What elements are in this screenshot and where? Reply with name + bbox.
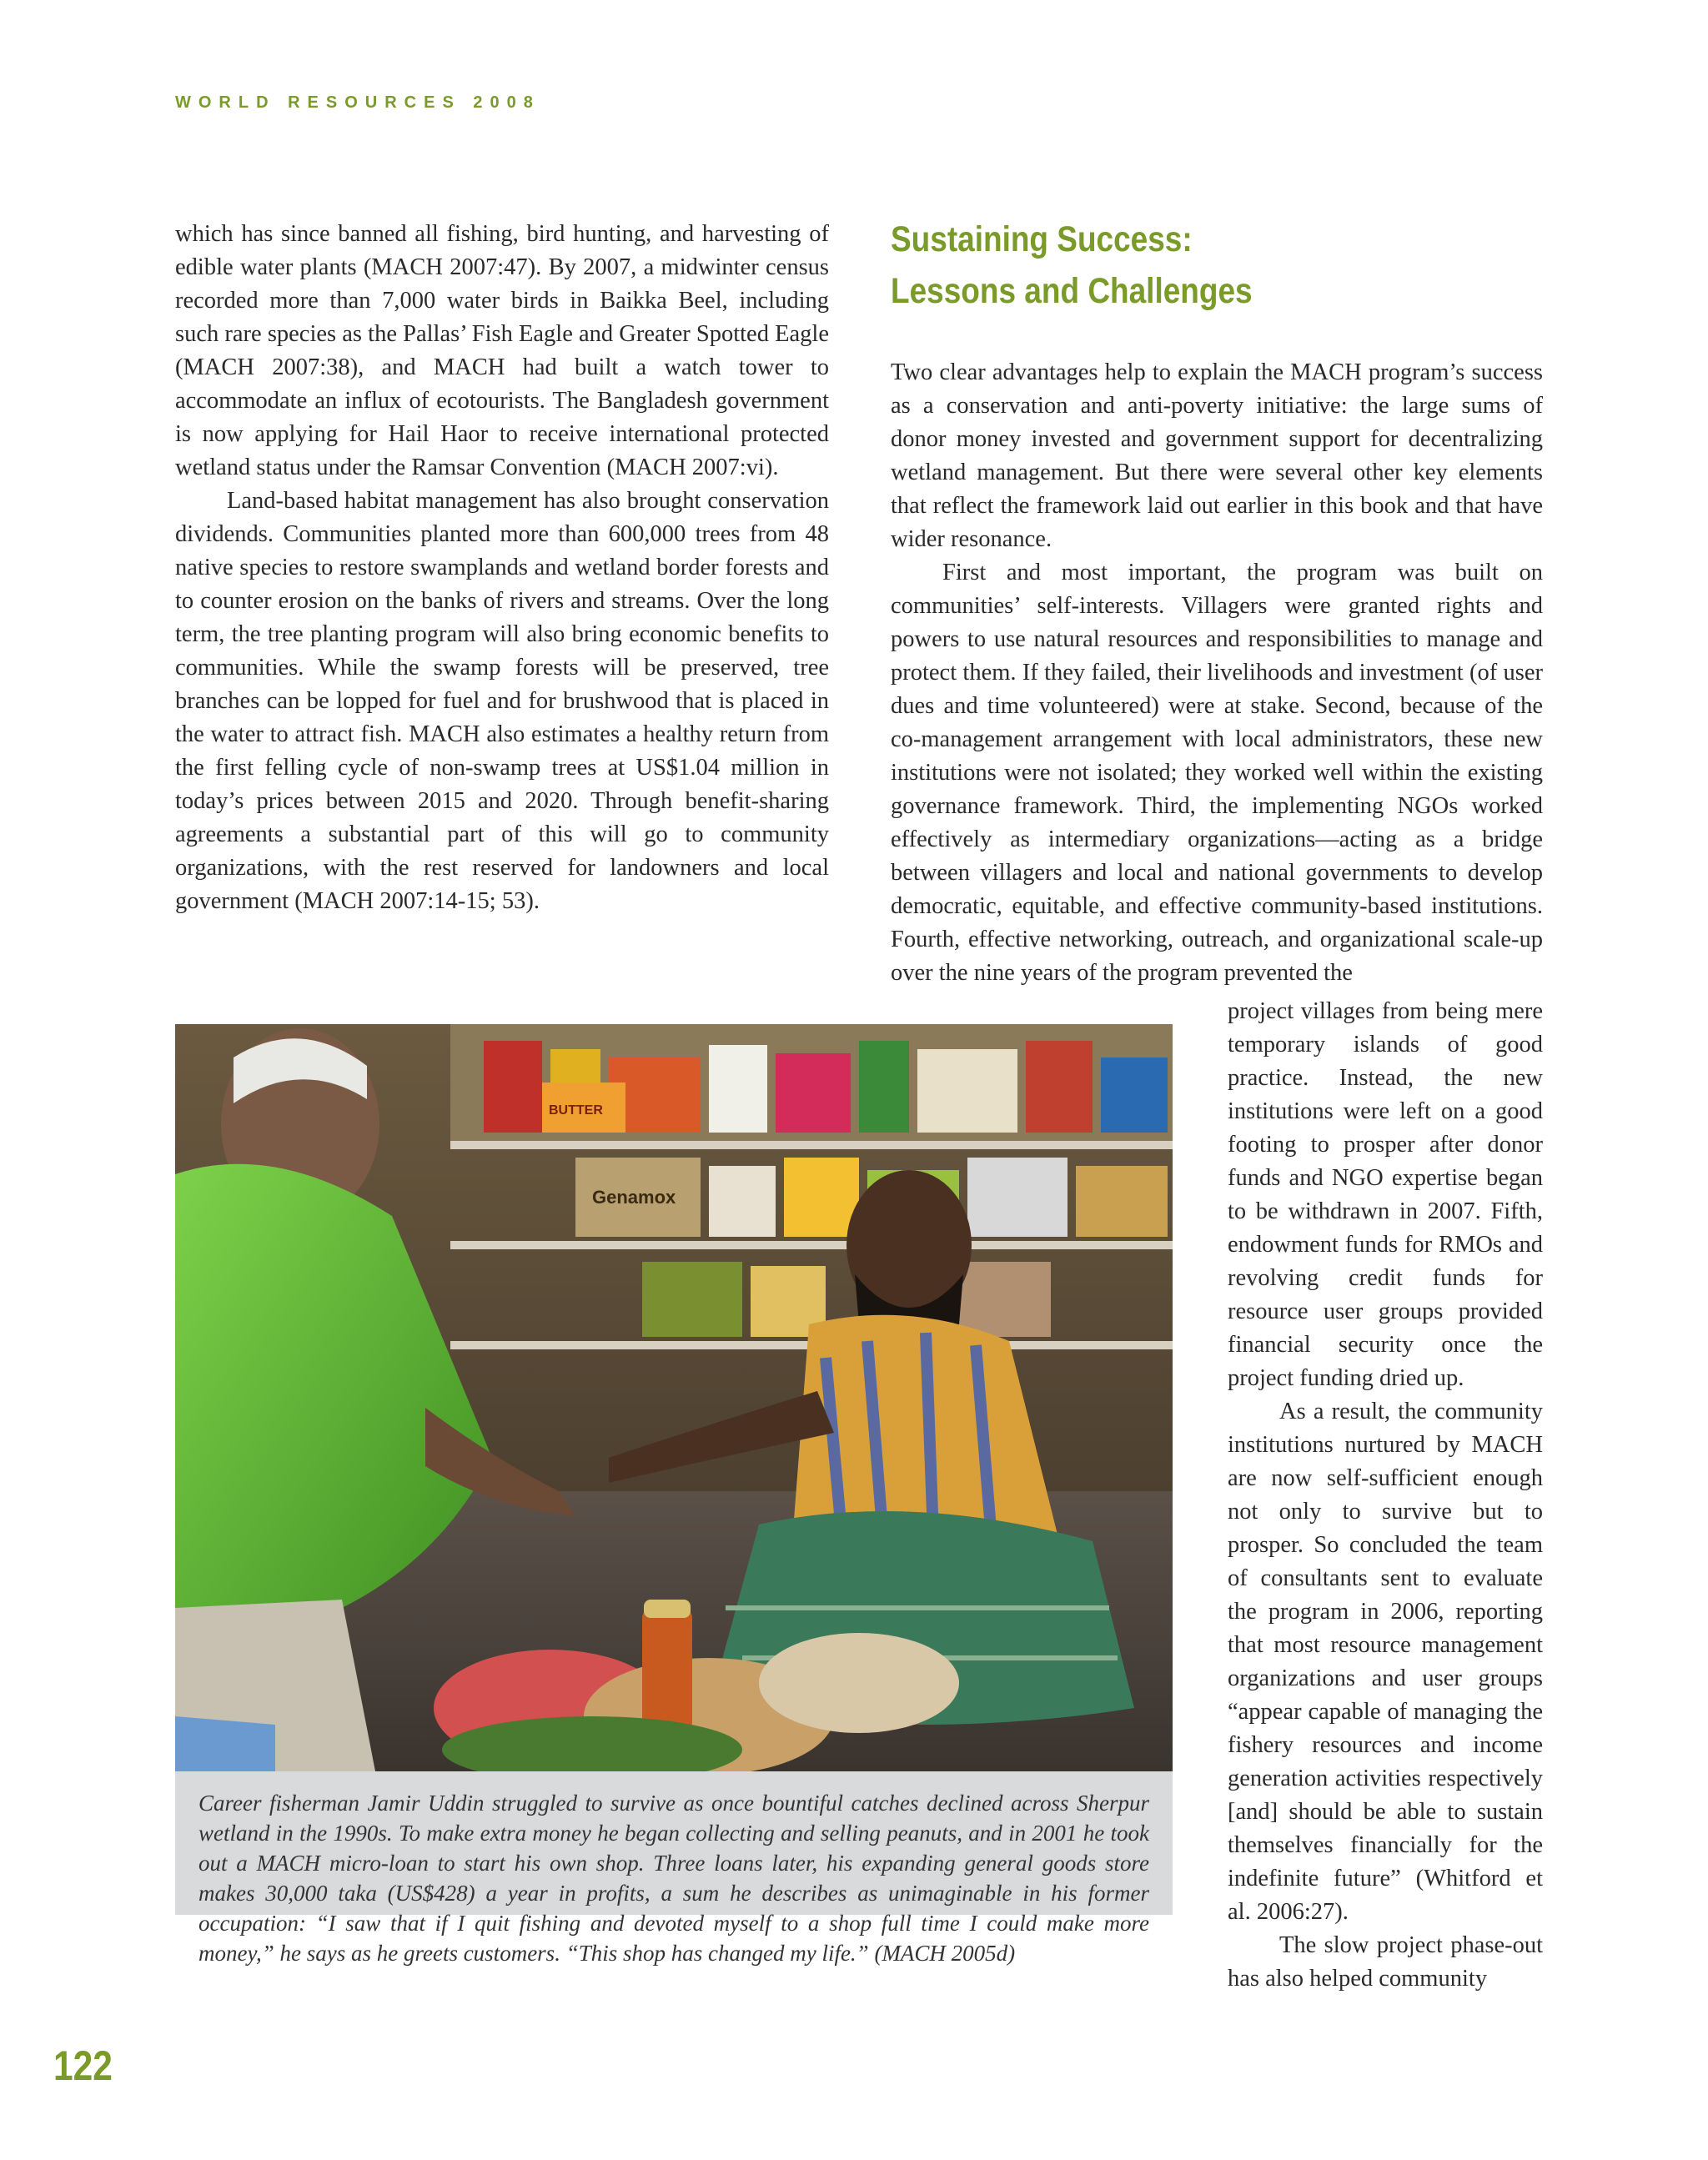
section-heading-line-2: Lessons and Challenges — [891, 271, 1253, 311]
section-heading — [891, 213, 1464, 317]
photo-illustration — [175, 1024, 1173, 1771]
right-paragraph-3: As a result, the community institutions nurtured by MACH are now self-sufficient enough not only to survive but to prosper. So concluded the team of consultants sent to evaluate the program in 2006, reporting that most resource management organizations and user groups “appear capable of managing the fishery resources and income generation activities respectively [and] should be able to sustain themselves financially for the indefinite future” (Whitford et al. 2006:27). — [1228, 1399, 1543, 1925]
right-paragraph-1: Two clear advantages help to explain the MACH program’s success as a conservation and anti-poverty initiative: the large sums of donor money invested and government support for decentralizing wetland management. But there were several other key elements that reflect the framework laid out earlier in this book and that have wider resonance. — [891, 359, 1543, 552]
right-paragraph-4: The slow project phase-out has also helped community — [1228, 1932, 1543, 1992]
page-number: 122 — [53, 2042, 113, 2089]
shelf-label-genamox: Genamox — [592, 1187, 676, 1208]
photo-caption: Career fisherman Jamir Uddin struggled to survive as once bountiful catches declined across Sherpur wetland in the 1990s. To make extra money he began collecting and selling peanuts, and in 2001 he took out a MACH micro-loan to start his own shop. Three loans later, his expanding general goods store makes 30,000 taka (US$428) a year in profits, a sum he describes as unimaginable in his former occupation: “I saw that if I quit fishing and devoted myself to a shop full time I could make more money,” he says as he greets customers. “This shop has changed my life.” (MACH 2005d) — [175, 1771, 1173, 1915]
right-paragraph-2b: project villages from being mere temporary islands of good practice. Instead, the new institutions were left on a good footing to prosper after donor funds and NGO expertise began to be withdrawn in 2007. Fifth, endowment funds for RMOs and revolving credit funds for resource user groups provided financial security once the project funding dried up. — [1228, 998, 1543, 1391]
left-paragraph-2: Land-based habitat management has also brought conservation dividends. Communities planted more than 600,000 trees from 48 native species to restore swamplands and wetland border forests and to counter erosion on the banks of rivers and streams. Over the long term, the tree planting program will also bring economic benefits to communities. While the swamp forests will be preserved, tree branches can be lopped for fuel and for brushwood that is placed in the water to attract fish. MACH also estimates a healthy return from the first felling cycle of non-swamp trees at US$1.04 million in today’s prices between 2015 and 2020. Through benefit-sharing agreements a substantial part of this will go to community organizations, with the rest reserved for landowners and local government (MACH 2007:14-15; 53). — [175, 488, 829, 914]
running-head: WORLD RESOURCES 2008 — [175, 93, 540, 112]
left-column — [175, 218, 829, 918]
right-column-top — [891, 356, 1543, 990]
left-paragraph-1: which has since banned all fishing, bird hunting, and harvesting of edible water plants (MACH 2007:47). By 2007, a midwinter census recorded more than 7,000 water birds in Baikka Beel, including such rare species as the Pallas’ Fish Eagle and Greater Spotted Eagle (MACH 2007:38), and MACH had built a watch tower to accommodate an influx of ecotourists. The Bangladesh government is now applying for Hail Haor to receive international protected wetland status under the Ramsar Convention (MACH 2007:vi). — [175, 221, 829, 480]
shopkeeper-photo — [175, 1024, 1173, 1771]
section-heading-line-1: Sustaining Success: — [891, 219, 1193, 259]
shelf-label-butter: BUTTER — [549, 1103, 603, 1118]
right-paragraph-2a: First and most important, the program was built on communities’ self-interests. Villagers were granted rights and powers to use natural resources and responsibilities to manage and protect them. If they failed, their livelihoods and investment (of user dues and time volunteered) were at stake. Second, because of the co-management arrangement with local administrators, these new institutions were not isolated; they worked well within the existing governance framework. Third, the implementing NGOs worked effectively as intermediary organizations—acting as a bridge between villagers and local and national governments to develop democratic, equitable, and effective community-based institutions. Fourth, effective networking, outreach, and organizational scale-up over the nine years of the program prevented the — [891, 560, 1543, 986]
right-column-narrow — [1228, 995, 1543, 1996]
